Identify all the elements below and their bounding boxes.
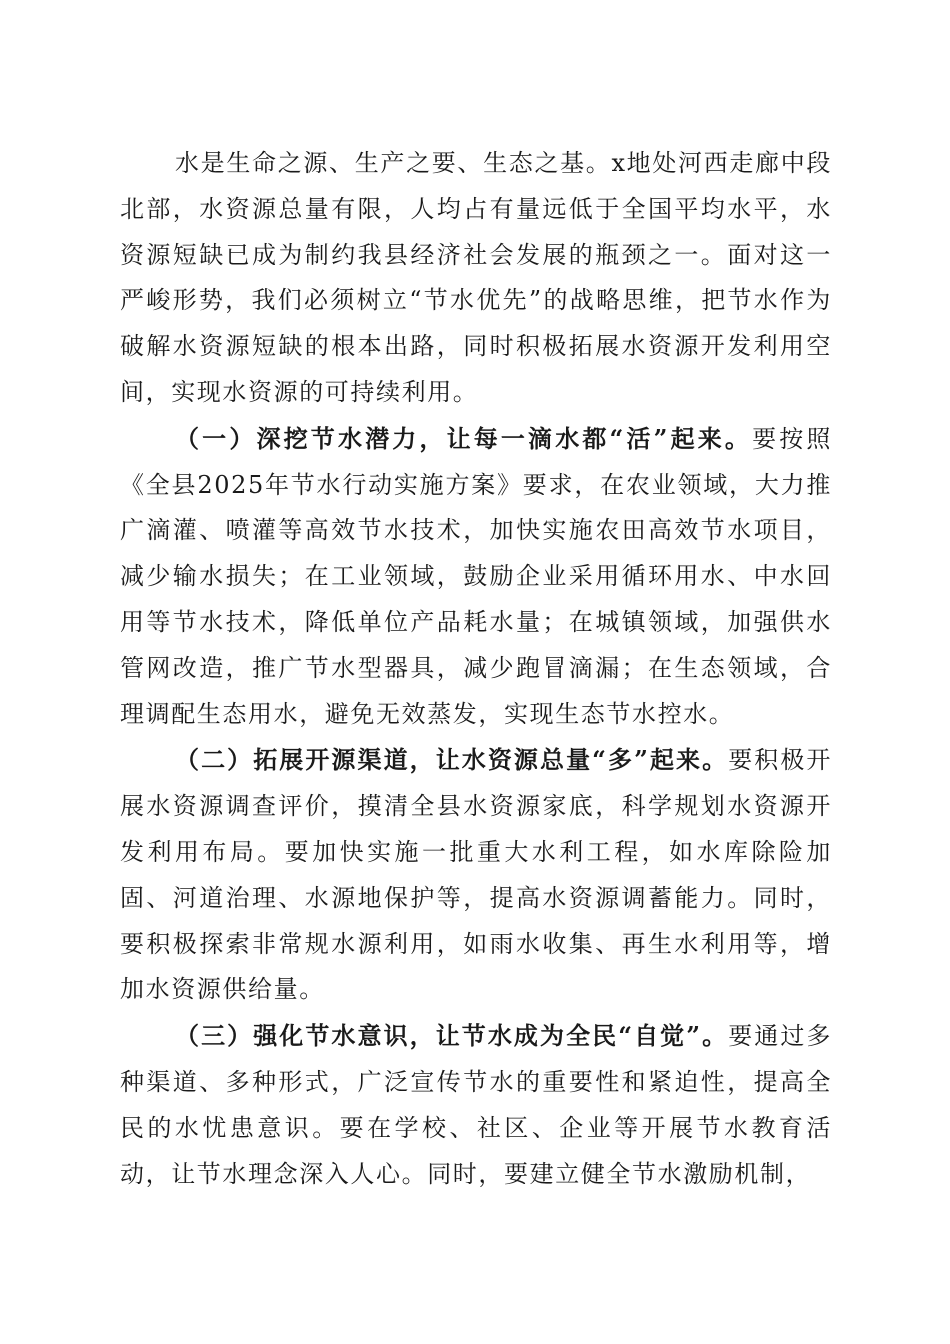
section-1-paragraph bbox=[120, 416, 832, 738]
section-1-text: 要按照《全县2025年节水行动实施方案》要求，在农业领域，大力推广滴灌、喷灌等高效节水技术，加快实施农田高效节水项目，减少输水损失；在工业领域，鼓励企业采用循环用水、中水回用等节水技术，降低单位产品耗水量；在城镇领域，加强供水管网改造，推广节水型器具，减少跑冒滴漏；在生态领域，合理调配生态用水，避免无效蒸发，实现生态节水控水。 bbox=[120, 424, 832, 728]
section-2-text: 要积极开展水资源调查评价，摸清全县水资源家底，科学规划水资源开发利用布局。要加快实施一批重大水利工程，如水库除险加固、河道治理、水源地保护等，提高水资源调蓄能力。同时，要积极探索非常规水源利用，如雨水收集、再生水利用等，增加水资源供给量。 bbox=[120, 746, 833, 1004]
section-3-heading: （三）强化节水意识，让节水成为全民“自觉”。 bbox=[175, 1021, 729, 1051]
section-2-heading: （二）拓展开源渠道，让水资源总量“多”起来。 bbox=[175, 745, 729, 775]
section-1-heading: （一）深挖节水潜力，让每一滴水都“活”起来。 bbox=[175, 423, 753, 453]
paragraph-text: 水是生命之源、生产之要、生态之基。x地处河西走廊中段北部，水资源总量有限，人均占有量远低于全国平均水平，水资源短缺已成为制约我县经济社会发展的瓶颈之一。面对这一严峻形势，我们必须树立“节水优先”的战略思维，把节水作为破解水资源短缺的根本出路，同时积极拓展水资源开发利用空间，实现水资源的可持续利用。 bbox=[120, 149, 832, 406]
document-body bbox=[120, 140, 832, 1197]
section-3-text: 要通过多种渠道、多种形式，广泛宣传节水的重要性和紧迫性，提高全民的水忧患意识。要在学校、社区、企业等开展节水教育活动，让节水理念深入人心。同时，要建立健全节水激励机制， bbox=[120, 1022, 833, 1188]
section-3-paragraph bbox=[120, 1013, 832, 1197]
intro-paragraph bbox=[120, 140, 832, 416]
section-2-paragraph bbox=[120, 737, 832, 1013]
